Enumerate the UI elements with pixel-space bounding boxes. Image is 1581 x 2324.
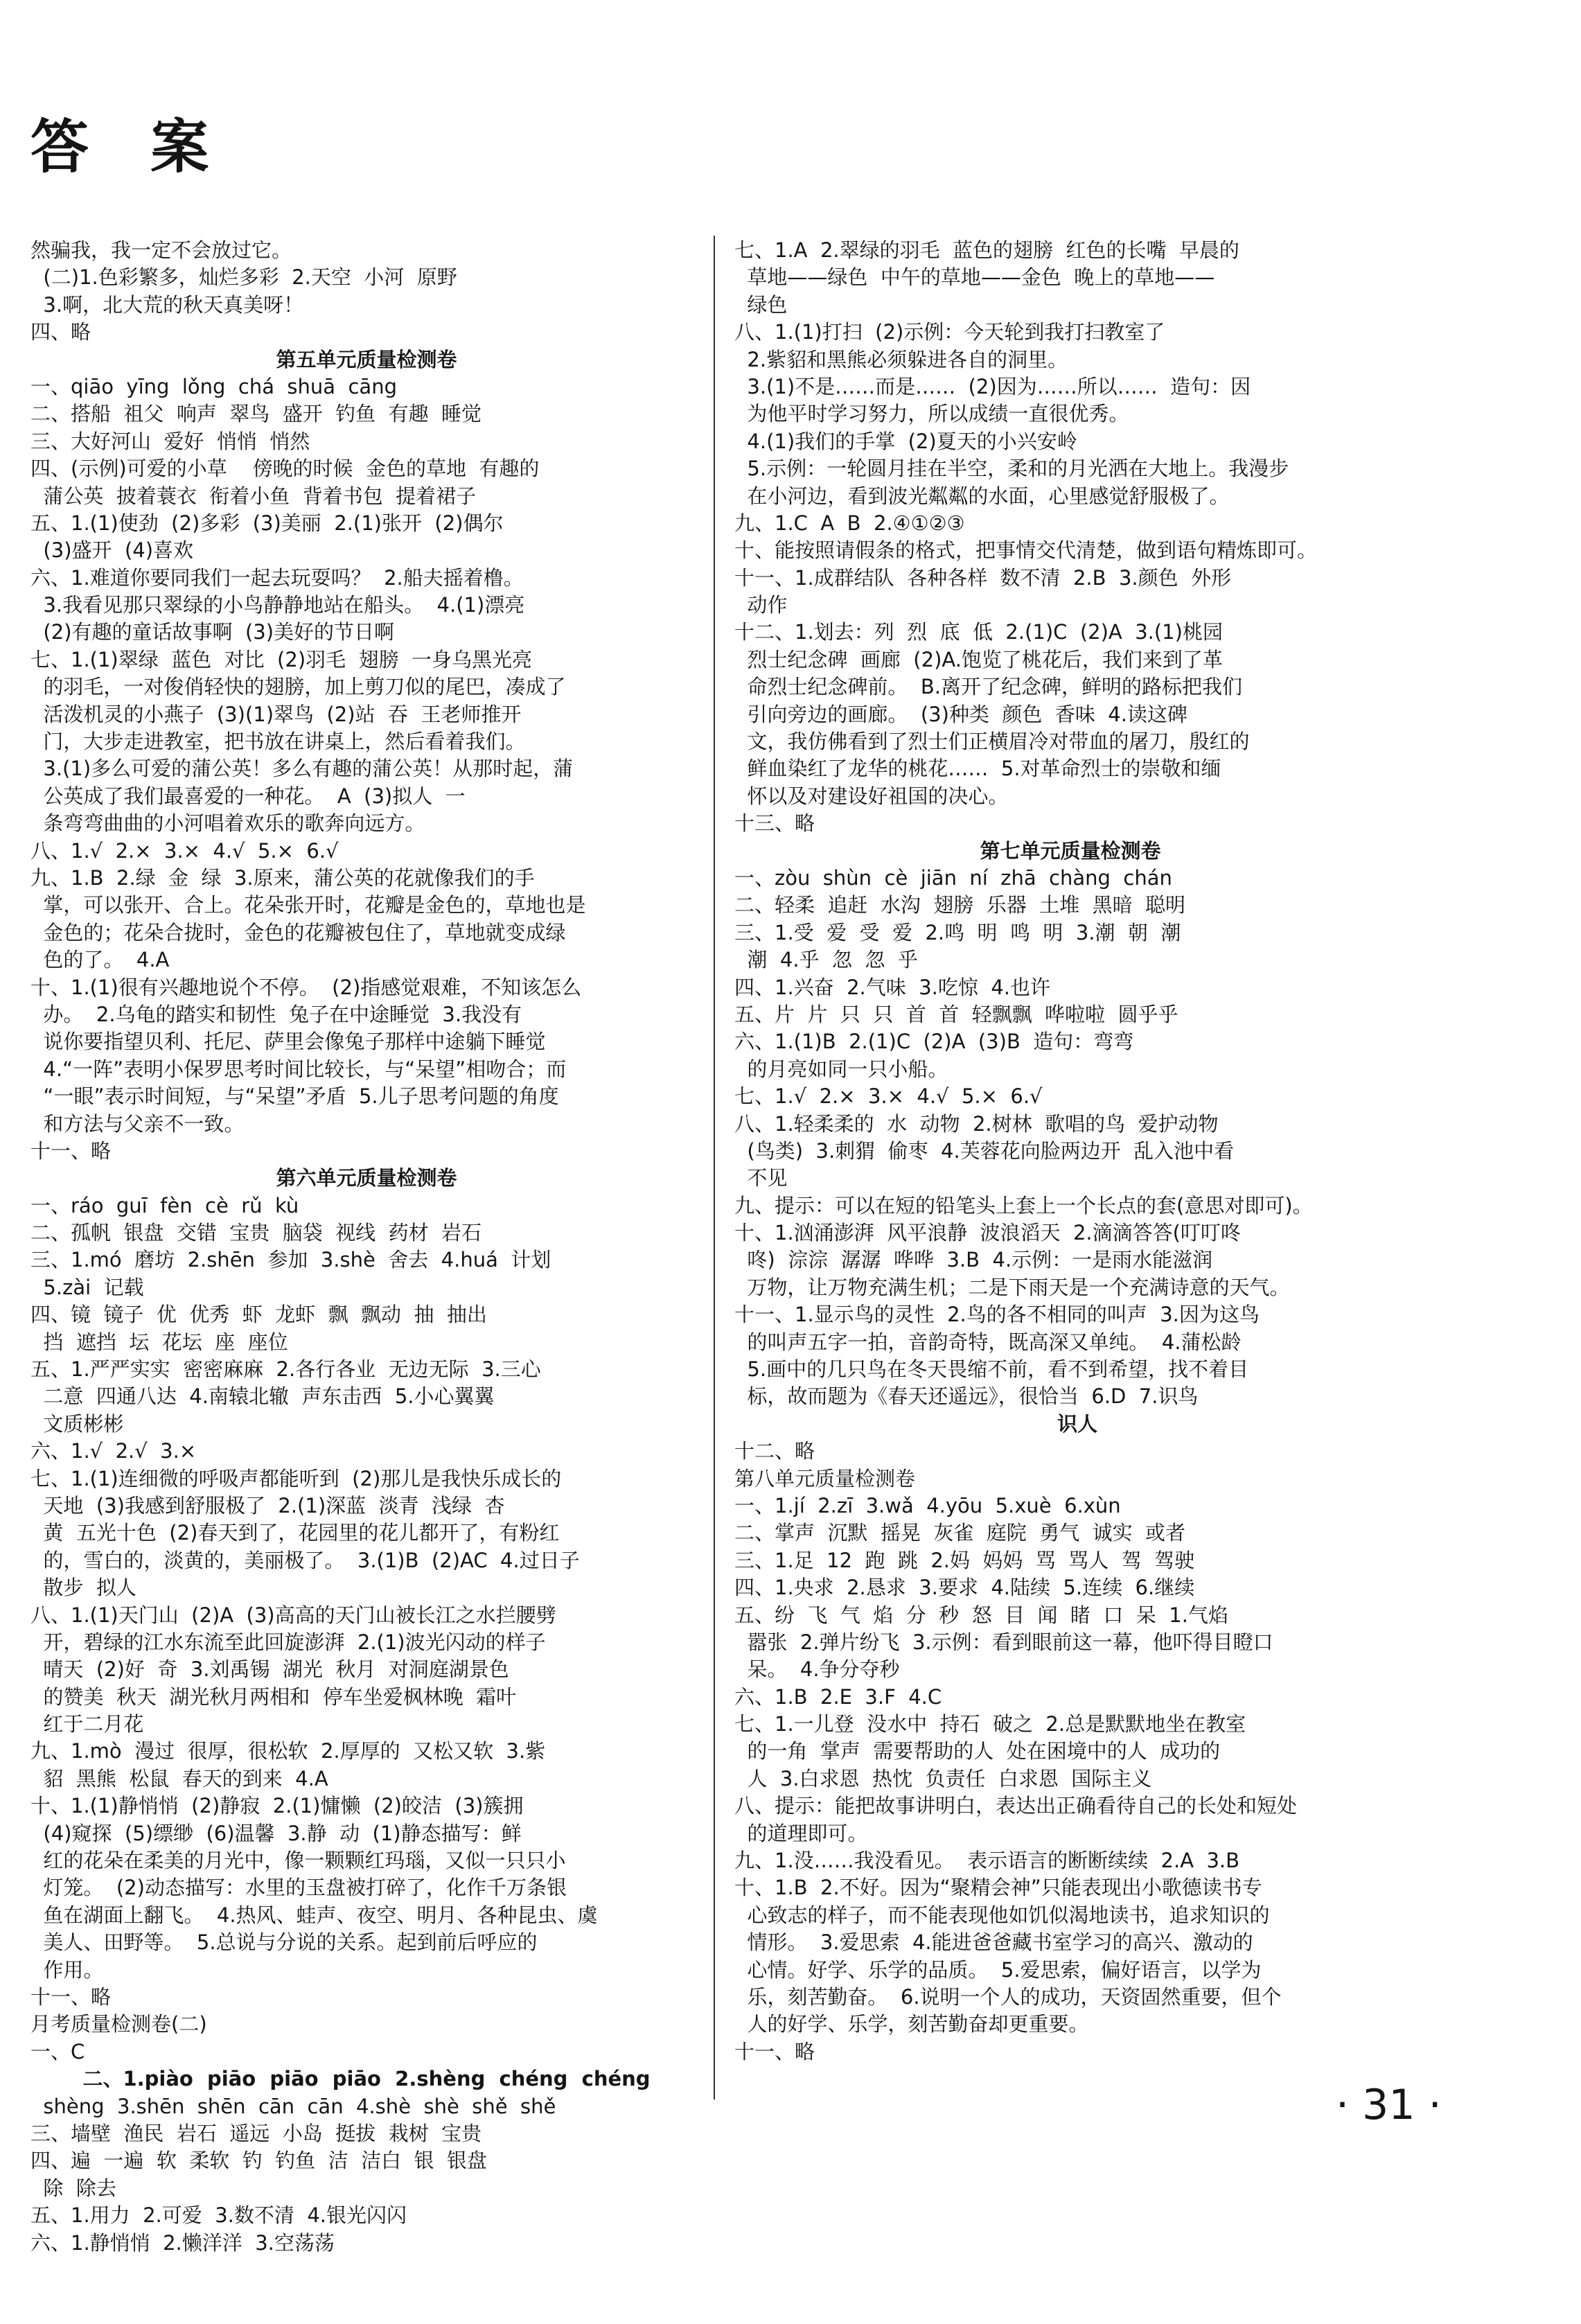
- answer-line: 五、1.用力 2.可爱 3.数不清 4.银光闪闪: [30, 2203, 407, 2228]
- answer-line: (二)1.色彩繁多，灿烂多彩 2.天空 小河 原野: [30, 265, 457, 290]
- answer-line: 的，雪白的，淡黄的，美丽极了。 3.(1)B (2)AC 4.过日子: [30, 1548, 580, 1572]
- answer-line: 的赞美 秋天 湖光秋月两相和 停车坐爱枫林晚 霜叶: [30, 1684, 517, 1709]
- answer-line: 呆。 4.争分夺秒: [734, 1657, 900, 1682]
- answer-line: 3.(1)多么可爱的蒲公英！多么有趣的蒲公英！从那时起，蒲: [30, 757, 574, 781]
- answer-line: 三、大好河山 爱好 悄悄 悄然: [30, 429, 310, 453]
- answer-line: “一眼”表示时间短，与“呆望”矛盾 5.儿子思考问题的角度: [30, 1084, 559, 1109]
- answer-line: 五、纷 飞 气 焰 分 秒 怒 目 闻 睹 口 呆 1.气焰: [734, 1603, 1228, 1627]
- answer-line: 鱼在湖面上翻飞。 4.热风、蛙声、夜空、明月、各种昆虫、虞: [30, 1903, 598, 1927]
- answer-line: 黄 五光十色 (2)春天到了，花园里的花儿都开了，有粉红: [30, 1521, 560, 1545]
- answer-line: 十一、1.显示鸟的灵性 2.鸟的各不相同的叫声 3.因为这鸟: [734, 1303, 1260, 1327]
- answer-line: 作用。: [30, 1957, 104, 1982]
- answer-line: 情形。 3.爱思索 4.能进爸爸藏书室学习的高兴、激动的: [734, 1930, 1253, 1955]
- answer-line: 乐，刻苦勤奋。 6.说明一个人的成功，天资固然重要，但个: [734, 1985, 1282, 2009]
- answer-line: 四、1.央求 2.恳求 3.要求 4.陆续 5.连续 6.继续: [734, 1576, 1195, 1600]
- answer-line: 九、1.B 2.绿 金 绿 3.原来，蒲公英的花就像我们的手: [30, 865, 535, 890]
- answer-line: 心情。好学、乐学的品质。 5.爱思索，偏好语言，以学为: [734, 1957, 1262, 1982]
- answer-line: 开，碧绿的江水东流至此回旋澎湃 2.(1)波光闪动的样子: [30, 1630, 546, 1654]
- answer-line: 八、1.√ 2.× 3.× 4.√ 5.× 6.√: [30, 838, 339, 863]
- answer-line: 人 3.白求恩 热忱 负责任 白求恩 国际主义: [734, 1766, 1152, 1790]
- answer-line: 绿色: [734, 292, 788, 317]
- answer-line: 万物，让万物充满生机；二是下雨天是一个充满诗意的天气。: [734, 1275, 1290, 1299]
- answer-line: 二、搭船 祖父 响声 翠鸟 盛开 钓鱼 有趣 睡觉: [30, 402, 482, 426]
- answer-line: 四、遍 一遍 软 柔软 钓 钓鱼 洁 洁白 银 银盘: [30, 2149, 487, 2173]
- answer-line: 五、1.严严实实 密密麻麻 2.各行各业 无边无际 3.三心: [30, 1357, 541, 1382]
- answer-line: 条弯弯曲曲的小河唱着欢乐的歌奔向远方。: [30, 811, 425, 836]
- answer-line: 九、1.C A B 2.④①②③: [734, 511, 965, 535]
- answer-line: shèng 3.shēn shēn cān cān 4.shè shè shě shě: [30, 2094, 556, 2118]
- answer-line: 鲜血染红了龙华的桃花…… 5.对革命烈士的崇敬和缅: [734, 757, 1221, 781]
- answer-line: 七、1.A 2.翠绿的羽毛 蓝色的翅膀 红色的长嘴 早晨的: [734, 238, 1239, 262]
- answer-line: 咚) 淙淙 潺潺 哗哗 3.B 4.示例：一是雨水能滋润: [734, 1248, 1213, 1272]
- answer-line: 十一、1.成群结队 各种各样 数不清 2.B 3.颜色 外形: [734, 565, 1232, 590]
- answer-line: 动作: [734, 593, 788, 617]
- answer-line: 二、掌声 沉默 摇晃 灰雀 庭院 勇气 诚实 或者: [734, 1521, 1186, 1545]
- answer-line: 八、1.(1)天门山 (2)A (3)高高的天门山被长江之水拦腰劈: [30, 1603, 556, 1627]
- answer-line: 四、(示例)可爱的小草 傍晚的时候 金色的草地 有趣的: [30, 457, 540, 481]
- answer-line: 为他平时学习努力，所以成绩一直很优秀。: [734, 402, 1129, 426]
- answer-line: 的羽毛，一对俊俏轻快的翅膀，加上剪刀似的尾巴，凑成了: [30, 675, 566, 699]
- answer-line: 文质彬彬: [30, 1411, 124, 1436]
- answer-line: 引向旁边的画廊。 (3)种类 颜色 香味 4.读这碑: [734, 702, 1187, 726]
- answer-line: 九、1.没……我没看见。 表示语言的断断续续 2.A 3.B: [734, 1849, 1240, 1873]
- answer-line: 二、孤帆 银盘 交错 宝贵 脑袋 视线 药材 岩石: [30, 1221, 482, 1245]
- answer-line: 文，我仿佛看到了烈士们正横眉冷对带血的屠刀，殷红的: [734, 730, 1250, 754]
- section-title: 第七单元质量检测卷: [980, 838, 1161, 863]
- answer-line: 掌，可以张开、合上。花朵张开时，花瓣是金色的，草地也是: [30, 893, 586, 917]
- answer-line: 一、C: [30, 2039, 85, 2063]
- answer-line: 5.画中的几只鸟在冬天畏缩不前，看不到希望，找不着目: [734, 1357, 1249, 1382]
- answer-line: 心致志的样子，而不能表现他如饥似渴地读书，追求知识的: [734, 1903, 1270, 1927]
- answer-line: 一、ráo guī fèn cè rǔ kù: [30, 1193, 299, 1217]
- answer-line: 十、能按照请假条的格式，把事情交代清楚，做到语句精炼即可。: [734, 538, 1318, 563]
- section-title: 二、1.piào piāo piāo piāo 2.shèng chéng chéng: [82, 2067, 651, 2091]
- answer-line: 十一、略: [734, 2039, 815, 2063]
- answer-line: 5.示例：一轮圆月挂在半空，柔和的月光洒在大地上。我漫步: [734, 457, 1289, 481]
- answer-line: 5.zài 记载: [30, 1275, 144, 1299]
- answer-line: 第八单元质量检测卷: [734, 1466, 916, 1490]
- answer-line: 十、1.汹涌澎湃 风平浪静 波浪滔天 2.滴滴答答(叮叮咚: [734, 1221, 1241, 1245]
- answer-line: 3.(1)不是……而是…… (2)因为……所以…… 造句：因: [734, 374, 1251, 398]
- answer-line: 标，故而题为《春天还遥远》，很恰当 6.D 7.识鸟: [734, 1384, 1199, 1409]
- answer-line: 的道理即可。: [734, 1821, 868, 1845]
- page-heading: 答 案: [30, 112, 230, 181]
- answer-line: 嚣张 2.弹片纷飞 3.示例：看到眼前这一幕，他吓得目瞪口: [734, 1630, 1273, 1654]
- answer-line: 美人、田野等。 5.总说与分说的关系。起到前后呼应的: [30, 1930, 538, 1955]
- answer-line: (4)窥探 (5)缥缈 (6)温馨 3.静 动 (1)静态描写：鲜: [30, 1821, 522, 1845]
- answer-line: 4.“一阵”表明小保罗思考时间比较长，与“呆望”相吻合；而: [30, 1057, 567, 1081]
- answer-line: 九、提示：可以在短的铅笔头上套上一个长点的套(意思对即可)。: [734, 1193, 1313, 1217]
- answer-line: 蒲公英 披着蓑衣 衔着小鱼 背着书包 提着裙子: [30, 484, 477, 508]
- answer-line: 八、提示：能把故事讲明白，表达出正确看待自己的长处和短处: [734, 1794, 1298, 1818]
- column-divider: [714, 236, 715, 2099]
- answer-line: 2.紫貂和黑熊必须躲进各自的洞里。: [734, 347, 1068, 371]
- answer-line: 十、1.(1)很有兴趣地说个不停。 (2)指感觉艰难，不知该怎么: [30, 975, 582, 999]
- answer-line: 红的花朵在柔美的月光中，像一颗颗红玛瑙，又似一只只小: [30, 1849, 566, 1873]
- answer-line: 五、片 片 只 只 首 首 轻飘飘 哗啦啦 圆乎乎: [734, 1002, 1178, 1026]
- answer-line: 十、1.(1)静悄悄 (2)静寂 2.(1)慵懒 (2)皎洁 (3)簇拥: [30, 1794, 524, 1818]
- answer-line: 挡 遮挡 坛 花坛 座 座位: [30, 1330, 288, 1354]
- answer-line: 三、1.mó 磨坊 2.shēn 参加 3.shè 舍去 4.huá 计划: [30, 1248, 551, 1272]
- answer-line: 十二、略: [734, 1439, 815, 1463]
- answer-line: 四、略: [30, 320, 91, 344]
- answer-line: 在小河边，看到波光粼粼的水面，心里感觉舒服极了。: [734, 484, 1230, 508]
- answer-line: 不见: [734, 1166, 788, 1190]
- answer-line: 十一、略: [30, 1985, 112, 2009]
- answer-line: 九、1.mò 漫过 很厚，很松软 2.厚厚的 又松又软 3.紫: [30, 1739, 546, 1763]
- answer-line: 七、1.(1)翠绿 蓝色 对比 (2)羽毛 翅膀 一身乌黑光亮: [30, 647, 533, 671]
- answer-line: 四、1.兴奋 2.气味 3.吃惊 4.也许: [734, 975, 1050, 999]
- answer-line: 4.(1)我们的手掌 (2)夏天的小兴安岭: [734, 429, 1077, 453]
- answer-line: 三、1.受 爱 受 爱 2.鸣 明 鸣 明 3.潮 朝 潮: [734, 920, 1181, 944]
- answer-line: 草地——绿色 中午的草地——金色 晚上的草地——: [734, 265, 1215, 290]
- answer-line: 3.啊，北大荒的秋天真美呀！: [30, 292, 304, 317]
- answer-line: 五、1.(1)使劲 (2)多彩 (3)美丽 2.(1)张开 (2)偶尔: [30, 511, 504, 535]
- answer-line: 八、1.(1)打扫 (2)示例：今天轮到我打扫教室了: [734, 320, 1165, 344]
- answer-line: 除 除去: [30, 2176, 116, 2200]
- answer-line: 的月亮如同一只小船。: [734, 1057, 948, 1081]
- answer-line: 二意 四通八达 4.南辕北辙 声东击西 5.小心翼翼: [30, 1384, 495, 1409]
- answer-line: (3)盛开 (4)喜欢: [30, 538, 194, 563]
- answer-line: 的叫声五字一拍，音韵奇特，既高深又单纯。 4.蒲松龄: [734, 1330, 1242, 1354]
- answer-line: 八、1.轻柔柔的 水 动物 2.树林 歌唱的鸟 爱护动物: [734, 1111, 1219, 1136]
- answer-line: 六、1.√ 2.√ 3.×: [30, 1439, 197, 1463]
- answer-line: 色的了。 4.A: [30, 948, 170, 972]
- answer-line: 然骗我，我一定不会放过它。: [30, 238, 292, 262]
- answer-line: 晴天 (2)好 奇 3.刘禹锡 湖光 秋月 对洞庭湖景色: [30, 1657, 509, 1682]
- answer-line: 十一、略: [30, 1138, 112, 1163]
- answer-line: 命烈士纪念碑前。 B.离开了纪念碑，鲜明的路标把我们: [734, 675, 1242, 699]
- answer-line: 说你要指望贝利、托尼、萨里会像兔子那样中途躺下睡觉: [30, 1030, 546, 1054]
- answer-line: 办。 2.乌龟的踏实和韧性 兔子在中途睡觉 3.我没有: [30, 1002, 522, 1026]
- answer-line: 三、墙壁 渔民 岩石 遥远 小岛 挺拔 栽树 宝贵: [30, 2121, 482, 2145]
- answer-line: 公英成了我们最喜爱的一种花。 A (3)拟人 一: [30, 784, 466, 808]
- answer-line: 六、1.B 2.E 3.F 4.C: [734, 1684, 942, 1709]
- answer-line: 怀以及对建设好祖国的决心。: [734, 784, 1009, 808]
- answer-column-left: [30, 237, 703, 2257]
- answer-line: 二、轻柔 追赶 水沟 翅膀 乐器 土堆 黑暗 聪明: [734, 893, 1186, 917]
- answer-line: 四、镜 镜子 优 优秀 虾 龙虾 飘 飘动 抽 抽出: [30, 1303, 487, 1327]
- section-title: 第五单元质量检测卷: [276, 347, 457, 371]
- answer-line: 一、qiāo yīng lǒng chá shuā cāng: [30, 374, 397, 398]
- answer-line: 金色的；花朵合拢时，金色的花瓣被包住了，草地就变成绿: [30, 920, 566, 944]
- answer-line: 七、1.√ 2.× 3.× 4.√ 5.× 6.√: [734, 1084, 1043, 1109]
- answer-line: 六、1.难道你要同我们一起去玩耍吗？ 2.船夫摇着橹。: [30, 565, 524, 590]
- answer-line: 和方法与父亲不一致。: [30, 1111, 245, 1136]
- answer-line: (鸟类) 3.刺猬 偷枣 4.芙蓉花向脸两边开 乱入池中看: [734, 1138, 1235, 1163]
- answer-line: 六、1.(1)B 2.(1)C (2)A (3)B 造句：弯弯: [734, 1030, 1134, 1054]
- answer-line: 红于二月花: [30, 1712, 144, 1736]
- answer-line: 3.我看见那只翠绿的小鸟静静地站在船头。 4.(1)漂亮: [30, 593, 525, 617]
- answer-line: 活泼机灵的小燕子 (3)(1)翠鸟 (2)站 吞 王老师推开: [30, 702, 522, 726]
- answer-line: 散步 拟人: [30, 1576, 136, 1600]
- answer-line: (2)有趣的童话故事啊 (3)美好的节日啊: [30, 620, 395, 644]
- answer-line: 烈士纪念碑 画廊 (2)A.饱览了桃花后，我们来到了革: [734, 647, 1223, 671]
- section-title: 识人: [1043, 1411, 1098, 1436]
- answer-line: 七、1.(1)连细微的呼吸声都能听到 (2)那儿是我快乐成长的: [30, 1466, 562, 1490]
- answer-line: 十二、1.划去：列 烈 底 低 2.(1)C (2)A 3.(1)桃园: [734, 620, 1223, 644]
- answer-line: 一、zòu shùn cè jiān ní zhā chàng chán: [734, 865, 1172, 890]
- answer-line: 月考质量检测卷(二): [30, 2012, 207, 2036]
- page-number: · 31 ·: [1336, 2081, 1442, 2129]
- answer-line: 门，大步走进教室，把书放在讲桌上，然后看着我们。: [30, 730, 526, 754]
- answer-line: 七、1.一儿登 没水中 持石 破之 2.总是默默地坐在教室: [734, 1712, 1246, 1736]
- section-title: 第六单元质量检测卷: [276, 1166, 457, 1190]
- answer-line: 十、1.B 2.不好。因为“聚精会神”只能表现出小歌德读书专: [734, 1876, 1262, 1900]
- answer-column-right: [734, 237, 1406, 2066]
- answer-line: 三、1.足 12 跑 跳 2.妈 妈妈 骂 骂人 驾 驾驶: [734, 1548, 1195, 1572]
- answer-line: 十三、略: [734, 811, 815, 836]
- answer-line: 天地 (3)我感到舒服极了 2.(1)深蓝 淡青 浅绿 杏: [30, 1493, 505, 1517]
- answer-line: 六、1.静悄悄 2.懒洋洋 3.空荡荡: [30, 2230, 335, 2255]
- answer-line: 的一角 掌声 需要帮助的人 处在困境中的人 成功的: [734, 1739, 1221, 1763]
- answer-line: 人的好学、乐学，刻苦勤奋却更重要。: [734, 2012, 1089, 2036]
- answer-line: 貂 黑熊 松鼠 春天的到来 4.A: [30, 1766, 328, 1790]
- answer-line: 一、1.jí 2.zī 3.wǎ 4.yōu 5.xuè 6.xùn: [734, 1493, 1121, 1517]
- answer-line: 灯笼。 (2)动态描写：水里的玉盘被打碎了，化作千万条银: [30, 1876, 567, 1900]
- answer-line: 潮 4.乎 忽 忽 乎: [734, 948, 918, 972]
